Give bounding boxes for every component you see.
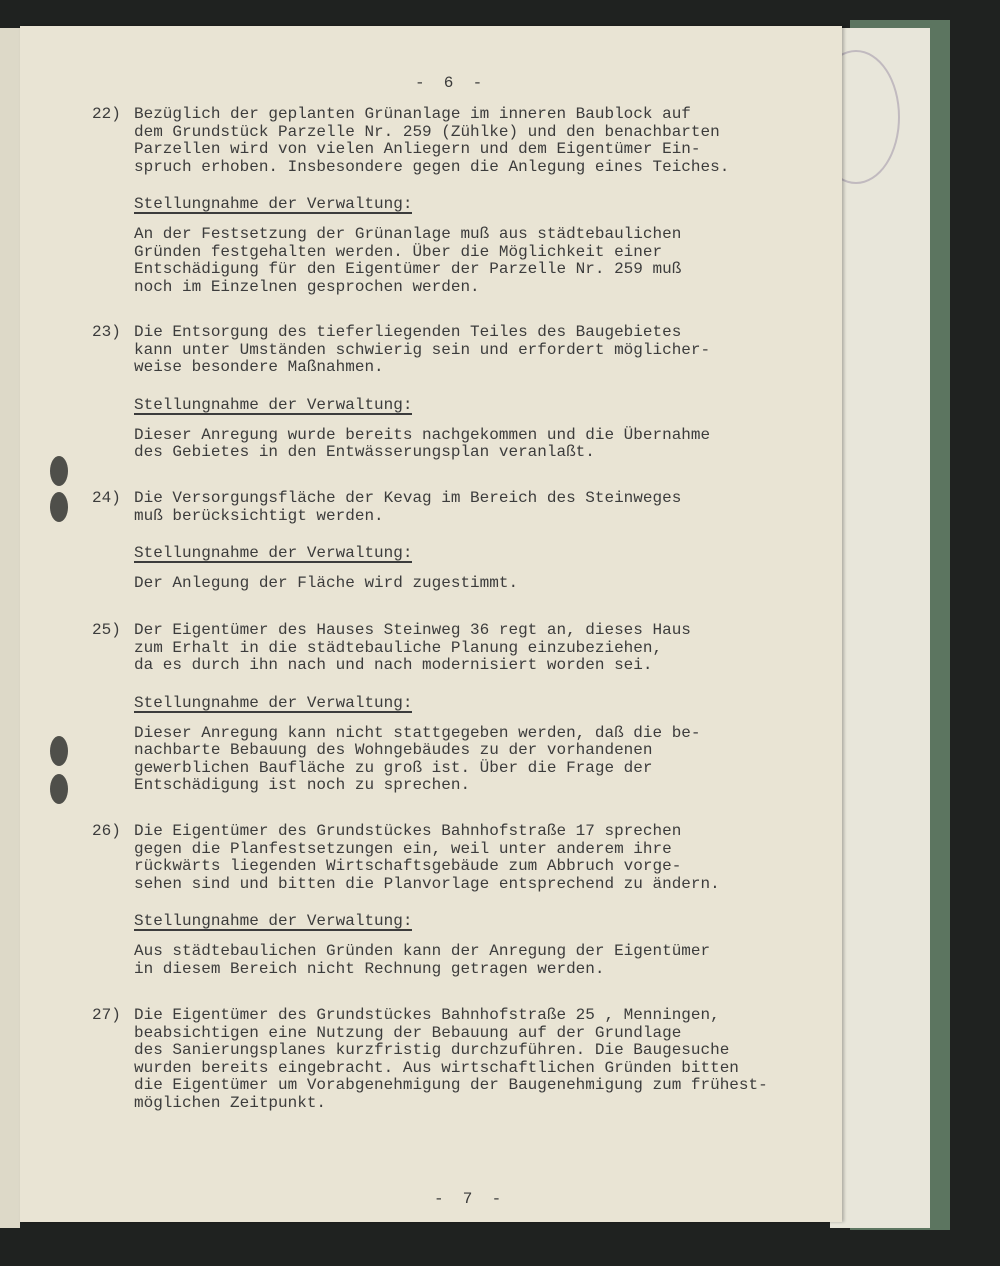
- item-text: Bezüglich der geplanten Grünanlage im inneren Baublock auf dem Grundstück Parzelle Nr. 259 (Zühlke) und den benachbarten Parzellen wird von vielen Anliegern und dem Eigentümer Ein- spruch erhoben. Insbesondere gegen die Anlegung eines Teiches.: [134, 105, 730, 176]
- item-number: 23): [92, 323, 121, 341]
- item-text: Die Versorgungsfläche der Kevag im Bereich des Steinweges muß berücksichtigt werden.: [134, 489, 682, 525]
- item-number: 26): [92, 822, 121, 840]
- item-text: Die Eigentümer des Grundstückes Bahnhofstraße 25 , Menningen, beabsichtigen eine Nutzung der Bebauung auf der Grundlage des Sanierungsplanes kurzfristig durchzuführen. Die Baugesuche wurden bereits eingebracht. Aus wirtschaftlichen Gründen bitten die Eigentümer um Vorabgenehmigung der Baugenehmigung zum frühest- möglichen Zeitpunkt.: [134, 1006, 768, 1112]
- list-item: [92, 823, 812, 978]
- response-text: Dieser Anregung kann nicht stattgegeben werden, daß die be- nachbarte Bebauung des Wohngebäudes zu der vorhandenen gewerblichen Baufläche zu groß ist. Über die Frage der Entschädigung ist noch zu sprechen.: [134, 723, 701, 794]
- item-text: Der Eigentümer des Hauses Steinweg 36 regt an, dieses Haus zum Erhalt in die städtebauliche Planung einzubeziehen, da es durch ihn nach und nach modernisiert worden sei.: [134, 621, 691, 674]
- response-text: Aus städtebaulichen Gründen kann der Anregung der Eigentümer in diesem Bereich nicht Rechnung getragen werden.: [134, 942, 711, 978]
- response-heading: Stellungnahme der Verwaltung:: [134, 693, 413, 712]
- punch-hole: [50, 774, 68, 804]
- list-item: [92, 106, 812, 296]
- document-page: [20, 26, 842, 1222]
- item-text: Die Entsorgung des tieferliegenden Teiles des Baugebietes kann unter Umständen schwierig sein und erfordert möglicher- weise besondere Maßnahmen.: [134, 323, 711, 376]
- item-number: 25): [92, 621, 121, 639]
- left-sheet-edge: [0, 28, 20, 1228]
- punch-hole: [50, 492, 68, 522]
- punch-hole: [50, 456, 68, 486]
- response-heading: Stellungnahme der Verwaltung:: [134, 912, 413, 930]
- page-number-header: - 6 -: [415, 74, 483, 92]
- item-text: Die Eigentümer des Grundstückes Bahnhofstraße 17 sprechen gegen die Planfestsetzungen ein, weil unter anderem ihre rückwärts liegenden Wirtschaftsgebäude zum Abbruch vorge- sehen sind und bitten die Planvorlage entsprechend zu ändern.: [134, 822, 720, 893]
- response-heading: Stellungnahme der Verwaltung:: [134, 544, 413, 562]
- response-text: An der Festsetzung der Grünanlage muß aus städtebaulichen Gründen festgehalten werden. Über die Möglichkeit einer Entschädigung für den Eigentümer der Parzelle Nr. 259 muß noch im Einzelnen gesprochen werden.: [134, 225, 682, 296]
- punch-hole: [50, 736, 68, 766]
- page-number-footer: - 7 -: [434, 1190, 502, 1208]
- response-text: Dieser Anregung wurde bereits nachgekommen und die Übernahme des Gebietes in den Entwässerungsplan veranlaßt.: [134, 425, 711, 461]
- item-number: 24): [92, 489, 121, 507]
- list-item: [92, 324, 812, 462]
- response-heading: Stellungnahme der Verwaltung:: [134, 395, 413, 414]
- list-item: [92, 490, 812, 593]
- list-item: [92, 622, 812, 795]
- back-sheet: [830, 28, 930, 1228]
- response-text: Der Anlegung der Fläche wird zugestimmt.: [134, 574, 519, 592]
- list-item: [92, 1007, 812, 1112]
- response-heading: Stellungnahme der Verwaltung:: [134, 195, 413, 213]
- item-number: 22): [92, 105, 121, 123]
- item-number: 27): [92, 1006, 121, 1024]
